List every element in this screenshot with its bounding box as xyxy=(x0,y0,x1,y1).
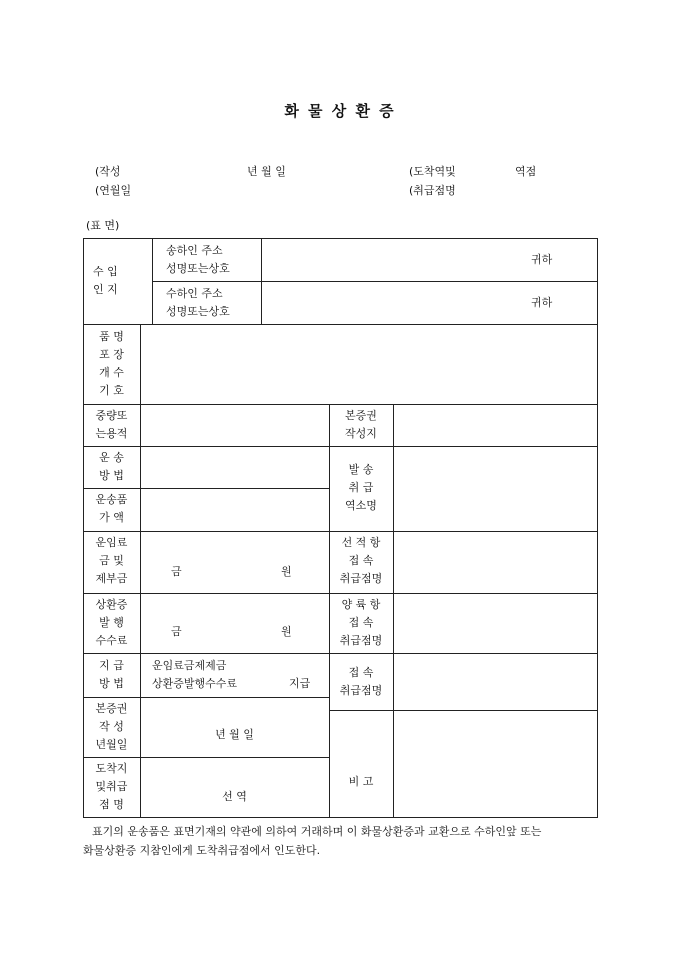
freight-amount-suffix: 원 xyxy=(281,565,292,578)
footer-note-line-2: 화물상환증 지참인에게 도착취급점에서 인도한다. xyxy=(83,844,321,857)
revenue-stamp-label-2: 인 지 xyxy=(93,283,118,296)
row-divider xyxy=(83,697,329,698)
arrival-label-3: 점 명 xyxy=(99,798,124,811)
row-divider xyxy=(83,593,598,594)
row-divider xyxy=(83,324,598,325)
sender-label-2: 성명또는상호 xyxy=(166,262,230,275)
freight-label-1: 운임료 xyxy=(95,536,128,549)
payment-value-suffix: 지급 xyxy=(289,677,311,690)
forwarding-label-2: 접 속 xyxy=(348,554,374,567)
bill-fee-label-3: 수수료 xyxy=(95,634,128,647)
goods-value-label-1: 운송품 xyxy=(95,493,128,506)
goods-label-2: 포 장 xyxy=(99,348,124,361)
dispatch-label-1: 발 송 xyxy=(348,463,374,476)
row-divider xyxy=(152,281,598,282)
freight-amount-prefix: 금 xyxy=(171,565,182,578)
arrival-value[interactable]: 선 역 xyxy=(222,790,247,803)
transport-label-1: 운 송 xyxy=(99,451,124,464)
sender-label-1: 송하인 주소 xyxy=(166,244,223,257)
forwarding-label-3: 취급점명 xyxy=(339,572,383,585)
remarks-label: 비 고 xyxy=(348,775,374,788)
destination-label-1: (도착역및 xyxy=(409,165,456,178)
issue-place-label-2: 작성지 xyxy=(345,427,377,440)
row-divider xyxy=(83,531,598,532)
row-divider xyxy=(83,757,329,758)
receiver-label-1: 수하인 주소 xyxy=(166,287,223,300)
payment-value-2: 상환증발행수수료 xyxy=(152,677,238,690)
bill-fee-label-2: 발 행 xyxy=(99,616,124,629)
row-divider xyxy=(329,710,598,711)
landing-label-2: 접 속 xyxy=(348,616,374,629)
receiver-label-2: 성명또는상호 xyxy=(166,305,230,318)
payment-value-1: 운임료금제제금 xyxy=(152,659,227,672)
col-divider xyxy=(152,238,153,324)
issue-date-value[interactable]: 년 월 일 xyxy=(215,728,254,741)
bill-fee-amount-suffix: 원 xyxy=(281,625,292,638)
dispatch-label-2: 취 급 xyxy=(348,481,374,494)
footer-note-line-1: 표기의 운송품은 표면기재의 약관에 의하여 거래하며 이 화물상환증과 교환으로 수하인앞 또는 xyxy=(92,825,542,838)
row-divider xyxy=(83,488,329,489)
issue-date-field[interactable]: 년 월 일 xyxy=(247,165,286,178)
issue-place-label-1: 본증권 xyxy=(345,409,377,422)
issue-date-label-3: 년월일 xyxy=(95,738,128,751)
landing-label-3: 취급점명 xyxy=(339,634,383,647)
connection-label-2: 취급점명 xyxy=(339,684,383,697)
weight-label-1: 중량또 xyxy=(95,409,128,422)
station-suffix: 역점 xyxy=(515,165,537,178)
payment-label-2: 방 법 xyxy=(99,677,124,690)
row-divider xyxy=(83,446,598,447)
payment-label-1: 지 급 xyxy=(99,659,124,672)
freight-label-3: 제부금 xyxy=(95,572,128,585)
issue-label-1: (작성 xyxy=(95,165,121,178)
bill-fee-label-1: 상환증 xyxy=(95,598,128,611)
row-divider xyxy=(83,653,598,654)
col-divider xyxy=(261,238,262,324)
freight-label-2: 금 및 xyxy=(99,554,124,567)
issue-date-label-2: 작 성 xyxy=(99,720,124,733)
goods-value-label-2: 가 액 xyxy=(99,511,124,524)
issue-label-2: (연월일 xyxy=(95,184,132,197)
arrival-label-2: 및취급 xyxy=(95,780,128,793)
arrival-label-1: 도착지 xyxy=(95,762,128,775)
goods-label-4: 기 호 xyxy=(99,384,124,397)
dispatch-label-3: 역소명 xyxy=(345,499,377,512)
landing-label-1: 양 륙 항 xyxy=(341,598,381,611)
goods-label-3: 개 수 xyxy=(99,366,124,379)
weight-label-2: 는용적 xyxy=(95,427,128,440)
issue-date-label-1: 본증권 xyxy=(95,702,128,715)
transport-label-2: 방 법 xyxy=(99,469,124,482)
connection-label-1: 접 속 xyxy=(348,666,374,679)
sender-honorific: 귀하 xyxy=(531,253,553,266)
forwarding-label-1: 선 적 항 xyxy=(341,536,381,549)
bill-fee-amount-prefix: 금 xyxy=(171,625,182,638)
receiver-honorific: 귀하 xyxy=(531,296,553,309)
document-title: 화 물 상 환 증 xyxy=(284,102,396,120)
revenue-stamp-label-1: 수 입 xyxy=(93,265,118,278)
destination-label-2: (취급점명 xyxy=(409,184,456,197)
section-label: (표 면) xyxy=(86,219,120,232)
goods-label-1: 품 명 xyxy=(99,330,124,343)
col-divider xyxy=(393,404,394,818)
row-divider xyxy=(83,404,598,405)
